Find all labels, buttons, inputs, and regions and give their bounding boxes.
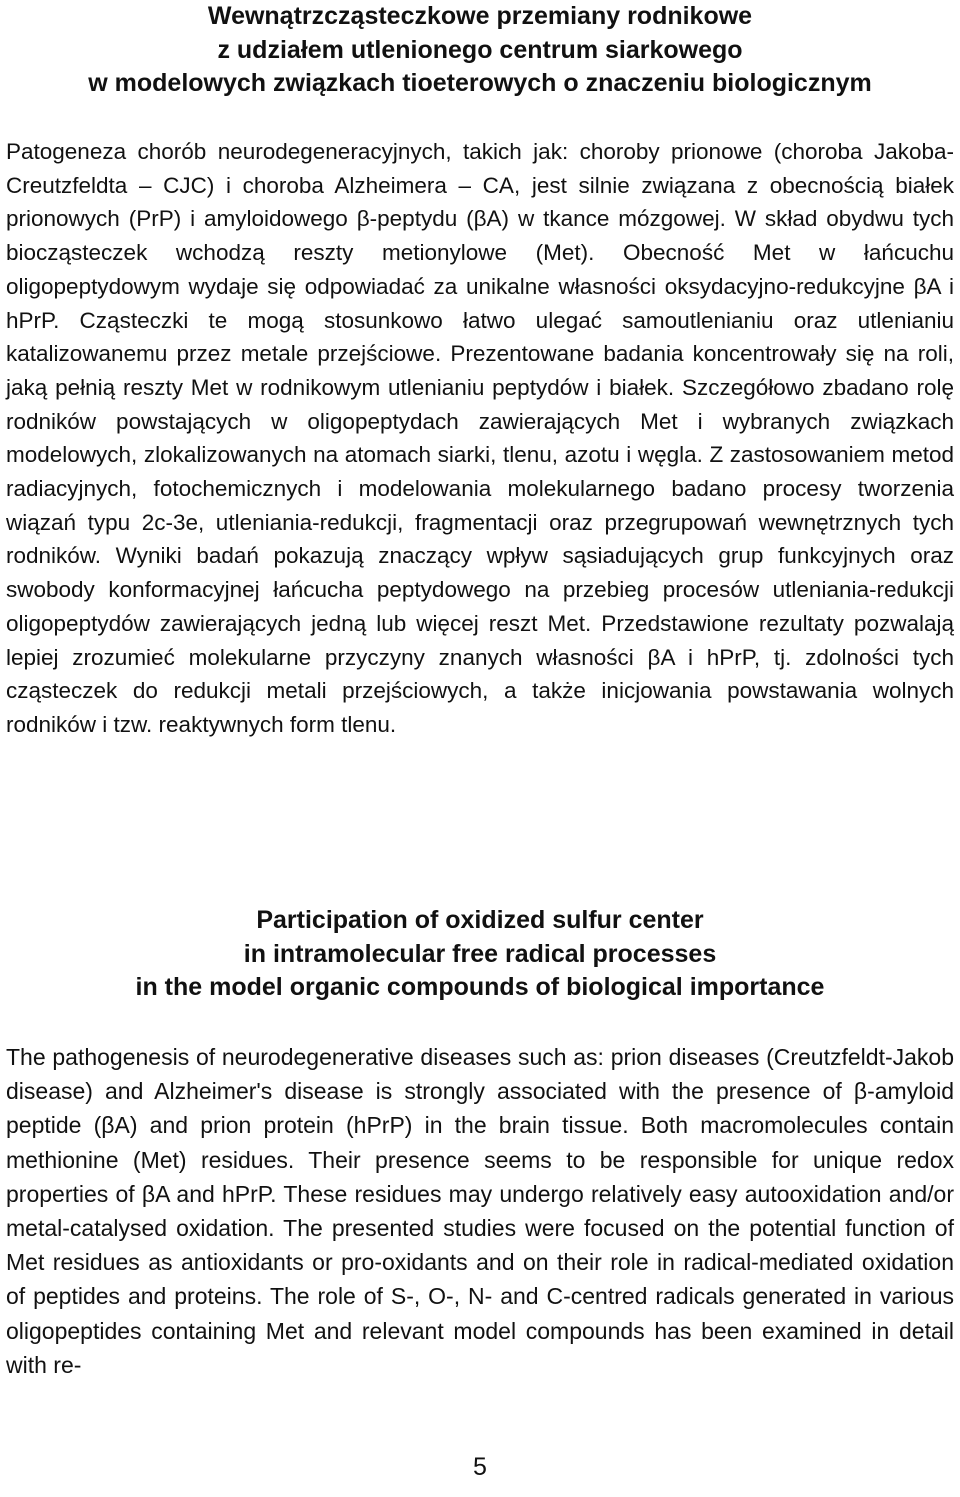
page-number: 5 [473,1453,487,1481]
polish-abstract: Patogeneza chorób neurodegeneracyjnych, takich jak: choroby prionowe (choroba Jakoba-Creutzfeldta – CJC) i choroba Alzheimera – CA, jest silnie związana z obecnością białek prionowych (PrP) i amyloidowego β-peptydu (βA) w tkance mózgowej. W skład obydwu tych biocząsteczek wchodzą reszty metionylowe (Met). Obecność Met w łańcuchu oligopeptydowym wydaje się odpowiadać za unikalne własności oksydacyjno-redukcyjne βA i hPrP. Cząsteczki te mogą stosunkowo łatwo ulegać samoutlenianiu oraz utlenianiu katalizowanemu przez metale przejściowe. Prezentowane badania koncentrowały się na roli, jaką pełnią reszty Met w rodnikowym utlenianiu peptydów i białek. Szczegółowo zbadano rolę rodników powstających w oligopeptydach zawierających Met i wybranych związkach modelowych, zlokalizowanych na atomach siarki, tlenu, azotu i węgla. Z zastosowaniem metod radiacyjnych, fotochemicznych i modelowania molekularnego badano procesy tworzenia wiązań typu 2c-3e, utleniania-redukcji, fragmentacji oraz przegrupowań wewnętrznych tych rodników. Wyniki badań pokazują znaczący wpływ sąsiadujących grup funkcyjnych oraz swobody konformacyjnej łańcucha peptydowego na przebieg procesów utleniania-redukcji oligopeptydów zawierających jedną lub więcej reszt Met. Przedstawione rezultaty pozwalają lepiej zrozumieć molekularne przyczyny znanych własności βA i hPrP, tj. zdolności tych cząsteczek do redukcji metali przejściowych, a także inicjowania powstawania wolnych rodników i tzw. reaktywnych form tlenu. [6,139,954,737]
english-title-line: in the model organic compounds of biological importance [135,973,825,1001]
english-title-line: in intramolecular free radical processes [243,939,717,968]
polish-title-line: Wewnątrzcząsteczkowe przemiany rodnikowe [207,2,753,30]
polish-title-line: z udziałem utlenionego centrum siarkowego [217,35,743,64]
polish-title [0,0,960,101]
english-abstract: The pathogenesis of neurodegenerative diseases such as: prion diseases (Creutzfeldt-Jakob disease) and Alzheimer's disease is strongly associated with the presence of β-amyloid peptide (βA) and prion protein (hPrP) in the brain tissue. Both macromolecules contain methionine (Met) residues. Their presence seems to be responsible for unique redox properties of βA and hPrP. These residues may undergo relatively easy autooxidation and/or metal-catalysed oxidation. The presented studies were focused on the potential function of Met residues as antioxidants or pro-oxidants and on their role in radical-mediated oxidation of peptides and proteins. The role of S-, O-, N- and C-centred radicals generated in various oligopeptides containing Met and relevant model compounds has been examined in detail with re- [6,1044,954,1378]
polish-title-line: w modelowych związkach tioeterowych o znaczeniu biologicznym [88,69,872,97]
english-title [0,904,960,1005]
english-title-line: Participation of oxidized sulfur center [256,906,704,934]
